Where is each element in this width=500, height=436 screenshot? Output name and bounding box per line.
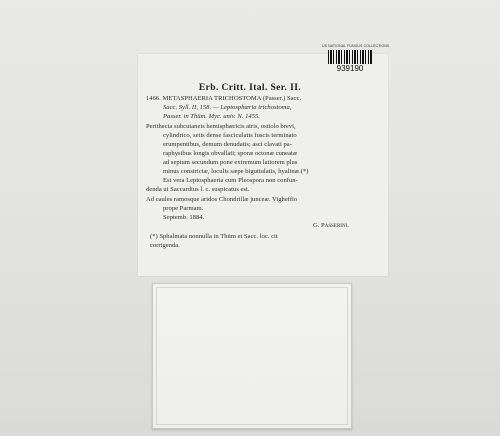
packet-fold xyxy=(156,287,348,425)
barcode-block xyxy=(322,44,390,76)
label-footnote-2: corrigenda. xyxy=(150,242,180,249)
label-line-12: Ad caules ramosque aridos Chondrillæ junceæ. Vigheffio xyxy=(146,196,298,203)
label-footnote-1: (*) Sphalmata nonnulla in Thüm et Sacc. loc. cit xyxy=(150,233,278,240)
label-line-11: denda ut Saccardius l. c. suspicatus est. xyxy=(146,186,250,193)
label-line-8: ad septum secundum pone extremum latiorem plus xyxy=(163,159,298,166)
label-title: Erb. Critt. Ital. Ser. II. xyxy=(198,83,302,93)
barcode-number: 939190 xyxy=(336,64,364,73)
barcode-icon xyxy=(328,50,372,64)
label-line-13: prope Parmam. xyxy=(163,205,204,212)
label-line-10: Est vera Leptosphaeria cum Pleospora non confun- xyxy=(163,177,298,184)
label-line-3: Passer. in Thüm. Myc. univ. N. 1455. xyxy=(163,113,260,120)
label-line-9: minus constrictæ, loculis sæpe biguttulatis, hyalinæ.(*) xyxy=(163,168,309,175)
label-date: Septemb. 1884. xyxy=(163,214,205,221)
label-line-6: erumpentibus, demum denudatis; asci clavati pa- xyxy=(163,141,292,148)
label-line-7: raphysibus longis obvallati; sporæ octonæ cuneatæ xyxy=(163,150,298,157)
label-line-1: 1466. METASPHAERIA TRICHOSTOMA (Passer.) Sacc. xyxy=(146,95,302,102)
label-collector: G. Passerini. xyxy=(313,222,349,229)
label-line-4: Perithecia subcutaneis hemisphæricis atris, ostiolo brevi, xyxy=(146,123,296,130)
specimen-packet xyxy=(152,283,352,429)
barcode-caption: US NATIONAL FUNGUS COLLECTIONS xyxy=(322,44,390,48)
label-line-2: Sacc. Syll. II, 158. — Leptosphæria trichostoma, xyxy=(163,104,292,111)
label-line-5: cylindrico, setis dense fasciculatis fuscis terminato xyxy=(163,132,297,139)
